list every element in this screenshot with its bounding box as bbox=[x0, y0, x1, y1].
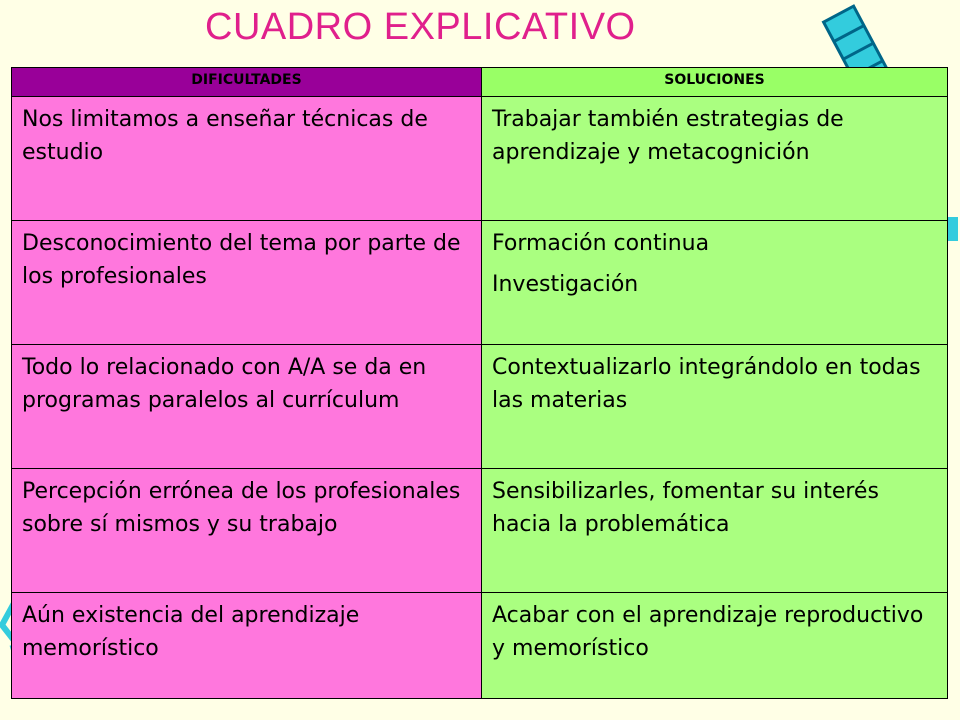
cell-text: Nos limitamos a enseñar técnicas de estudio bbox=[22, 107, 428, 165]
cell-text: Trabajar también estrategias de aprendizaje y metacognición bbox=[492, 107, 844, 165]
dificultad-cell bbox=[12, 221, 482, 345]
solucion-cell bbox=[482, 593, 948, 699]
dificultad-cell bbox=[12, 345, 482, 469]
solucion-cell bbox=[482, 345, 948, 469]
column-header-dificultades: DIFICULTADES bbox=[12, 68, 482, 97]
table-row bbox=[12, 345, 948, 469]
cell-text: Percepción errónea de los profesionales sobre sí mismos y su trabajo bbox=[22, 479, 461, 537]
cell-text: Investigación bbox=[492, 272, 639, 297]
cell-text: Aún existencia del aprendizaje memorístico bbox=[22, 603, 360, 661]
cell-text: Todo lo relacionado con A/A se da en programas paralelos al currículum bbox=[22, 355, 427, 413]
solucion-cell bbox=[482, 469, 948, 593]
table-row bbox=[12, 97, 948, 221]
dificultad-cell bbox=[12, 97, 482, 221]
solucion-cell bbox=[482, 97, 948, 221]
table-row bbox=[12, 593, 948, 699]
table-row bbox=[12, 469, 948, 593]
slide-title: CUADRO EXPLICATIVO bbox=[205, 6, 636, 48]
cell-text: Formación continua bbox=[492, 231, 710, 256]
cell-text: Contextualizarlo integrándolo en todas las materias bbox=[492, 355, 921, 413]
cell-text: Desconocimiento del tema por parte de los profesionales bbox=[22, 231, 461, 289]
explanatory-table bbox=[11, 67, 948, 699]
dificultad-cell bbox=[12, 469, 482, 593]
solucion-cell bbox=[482, 221, 948, 345]
dificultad-cell bbox=[12, 593, 482, 699]
cell-text: Sensibilizarles, fomentar su interés hacia la problemática bbox=[492, 479, 879, 537]
table-header-row bbox=[12, 68, 948, 97]
column-header-soluciones: SOLUCIONES bbox=[482, 68, 948, 97]
table-row bbox=[12, 221, 948, 345]
cell-text: Acabar con el aprendizaje reproductivo y memorístico bbox=[492, 603, 924, 661]
